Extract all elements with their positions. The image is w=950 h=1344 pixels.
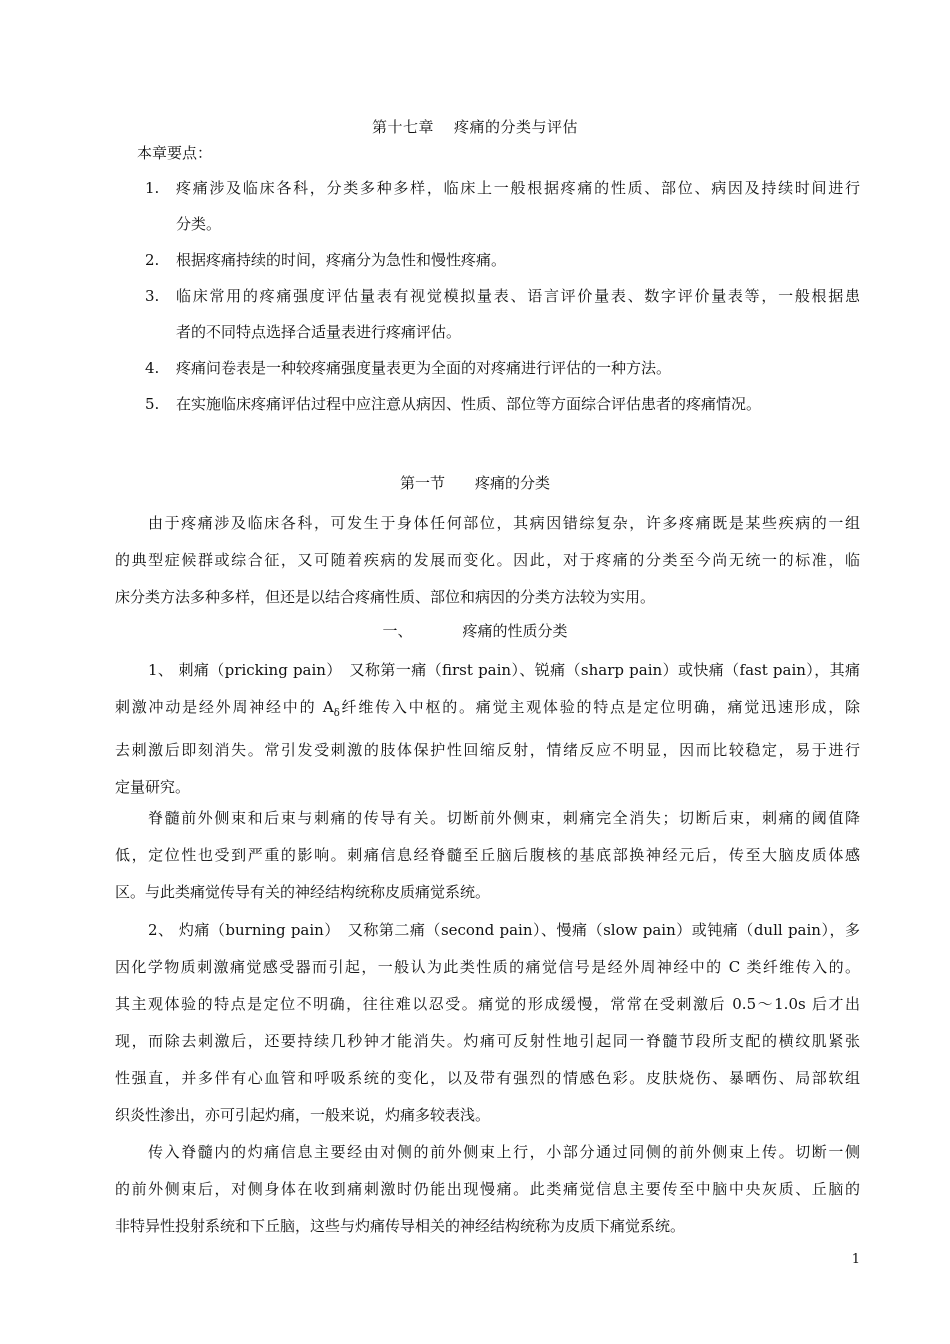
key-point-text-cont: 者的不同特点选择合适量表进行疼痛评估。 bbox=[176, 323, 462, 341]
key-point-text: 疼痛问卷表是一种较疼痛强度量表更为全面的对疼痛进行评估的一种方法。 bbox=[176, 359, 672, 377]
paragraph-line: 区。与此类痛觉传导有关的神经结构统称皮质痛觉系统。 bbox=[115, 883, 491, 901]
key-point-item bbox=[0, 242, 950, 278]
paragraph-line: 去刺激后即刻消失。常引发受刺激的肢体保护性回缩反射，情绪反应不明显，因而比较稳定，易于进行 bbox=[115, 741, 860, 759]
paragraph-line: 传入脊髓内的灼痛信息主要经由对侧的前外侧束上行，小部分通过同侧的前外侧束上传。切断一侧 bbox=[148, 1143, 860, 1161]
paragraph-text: 纤维传入中枢的。痛觉主观体验的特点是定位明确，痛觉迅速形成，除 bbox=[339, 698, 860, 716]
intro-paragraph bbox=[115, 505, 860, 616]
paragraph-line: 非特异性投射系统和下丘脑，这些与灼痛传导相关的神经结构统称为皮质下痛觉系统。 bbox=[115, 1217, 686, 1235]
paragraph-line: 由于疼痛涉及临床各科，可发生于身体任何部位，其病因错综复杂，许多疼痛既是某些疾病的一组 bbox=[148, 514, 860, 532]
key-point-number: 3. bbox=[145, 287, 160, 305]
key-point-text: 疼痛涉及临床各科，分类多种多样，临床上一般根据疼痛的性质、部位、病因及持续时间进行 bbox=[176, 179, 860, 197]
paragraph-line: 低，定位性也受到严重的影响。刺痛信息经脊髓至丘脑后腹核的基底部换神经元后，传至大脑皮质体感 bbox=[115, 846, 860, 864]
key-point-item bbox=[0, 278, 950, 350]
paragraph-line: 床分类方法多种多样，但还是以结合疼痛性质、部位和病因的分类方法较为实用。 bbox=[115, 588, 656, 606]
pricking-pain-paragraph bbox=[115, 652, 860, 806]
key-point-number: 2. bbox=[145, 251, 160, 269]
key-point-text: 在实施临床疼痛评估过程中应注意从病因、性质、部位等方面综合评估患者的疼痛情况。 bbox=[176, 395, 762, 413]
section-number: 第一节 bbox=[399, 474, 445, 492]
paragraph-line: 因化学物质刺激痛觉感受器而引起，一般认为此类性质的痛觉信号是经外周神经中的 C 类纤维传入的。 bbox=[115, 958, 860, 976]
subsection-number: 一、 bbox=[382, 622, 413, 640]
key-point-text: 根据疼痛持续的时间，疼痛分为急性和慢性疼痛。 bbox=[176, 251, 507, 269]
paragraph-line: 现，而除去刺激后，还要持续几秒钟才能消失。灼痛可反射性地引起同一脊髓节段所支配的横纹肌紧张 bbox=[115, 1032, 860, 1050]
section-name: 疼痛的分类 bbox=[475, 474, 551, 492]
key-point-item bbox=[0, 386, 950, 422]
chapter-name: 疼痛的分类与评估 bbox=[454, 118, 579, 136]
subsection-name: 疼痛的性质分类 bbox=[462, 622, 568, 640]
paragraph-line: 2、 灼痛（burning pain） 又称第二痛（second pain）、慢痛（slow pain）或钝痛（dull pain），多 bbox=[148, 921, 860, 939]
spinal-tract-paragraph bbox=[115, 800, 860, 911]
subsection-title bbox=[0, 620, 950, 641]
paragraph-line bbox=[115, 689, 860, 732]
paragraph-line: 其主观体验的特点是定位不明确，往往难以忍受。痛觉的形成缓慢，常常在受刺激后 0.5～1.0s 后才出 bbox=[115, 995, 860, 1013]
paragraph-line: 定量研究。 bbox=[115, 778, 191, 796]
key-point-text-cont: 分类。 bbox=[176, 215, 222, 233]
subcortical-paragraph bbox=[115, 1134, 860, 1245]
paragraph-line: 1、 刺痛（pricking pain） 又称第一痛（first pain）、锐痛（sharp pain）或快痛（fast pain），其痛 bbox=[148, 661, 860, 679]
paragraph-line: 的前外侧束后，对侧身体在收到痛刺激时仍能出现慢痛。此类痛觉信息主要传至中脑中央灰质、丘脑的 bbox=[115, 1180, 860, 1198]
chapter-title bbox=[0, 116, 950, 137]
paragraph-line: 的典型症候群或综合征，又可随着疾病的发展而变化。因此，对于疼痛的分类至今尚无统一的标准，临 bbox=[115, 551, 860, 569]
delta-subscript: δ bbox=[333, 708, 340, 719]
paragraph-line: 织炎性渗出，亦可引起灼痛，一般来说，灼痛多较表浅。 bbox=[115, 1106, 491, 1124]
key-points-label: 本章要点： bbox=[137, 144, 213, 162]
paragraph-line: 性强直，并多伴有心血管和呼吸系统的变化，以及带有强烈的情感色彩。皮肤烧伤、暴晒伤、局部软组 bbox=[115, 1069, 860, 1087]
key-point-item bbox=[0, 170, 950, 242]
key-point-number: 1. bbox=[145, 179, 160, 197]
burning-pain-paragraph bbox=[115, 912, 860, 1134]
section-title bbox=[0, 472, 950, 493]
paragraph-text: 刺激冲动是经外周神经中的 A bbox=[115, 698, 334, 716]
key-point-item bbox=[0, 350, 950, 386]
key-points-list bbox=[0, 170, 950, 422]
key-point-text: 临床常用的疼痛强度评估量表有视觉模拟量表、语言评价量表、数字评价量表等，一般根据患 bbox=[176, 287, 860, 305]
page-number: 1 bbox=[851, 1252, 860, 1267]
chapter-number: 第十七章 bbox=[371, 118, 434, 136]
key-point-number: 5. bbox=[145, 395, 160, 413]
paragraph-line: 脊髓前外侧束和后束与刺痛的传导有关。切断前外侧束，刺痛完全消失；切断后束，刺痛的阈值降 bbox=[148, 809, 860, 827]
key-point-number: 4. bbox=[145, 359, 160, 377]
